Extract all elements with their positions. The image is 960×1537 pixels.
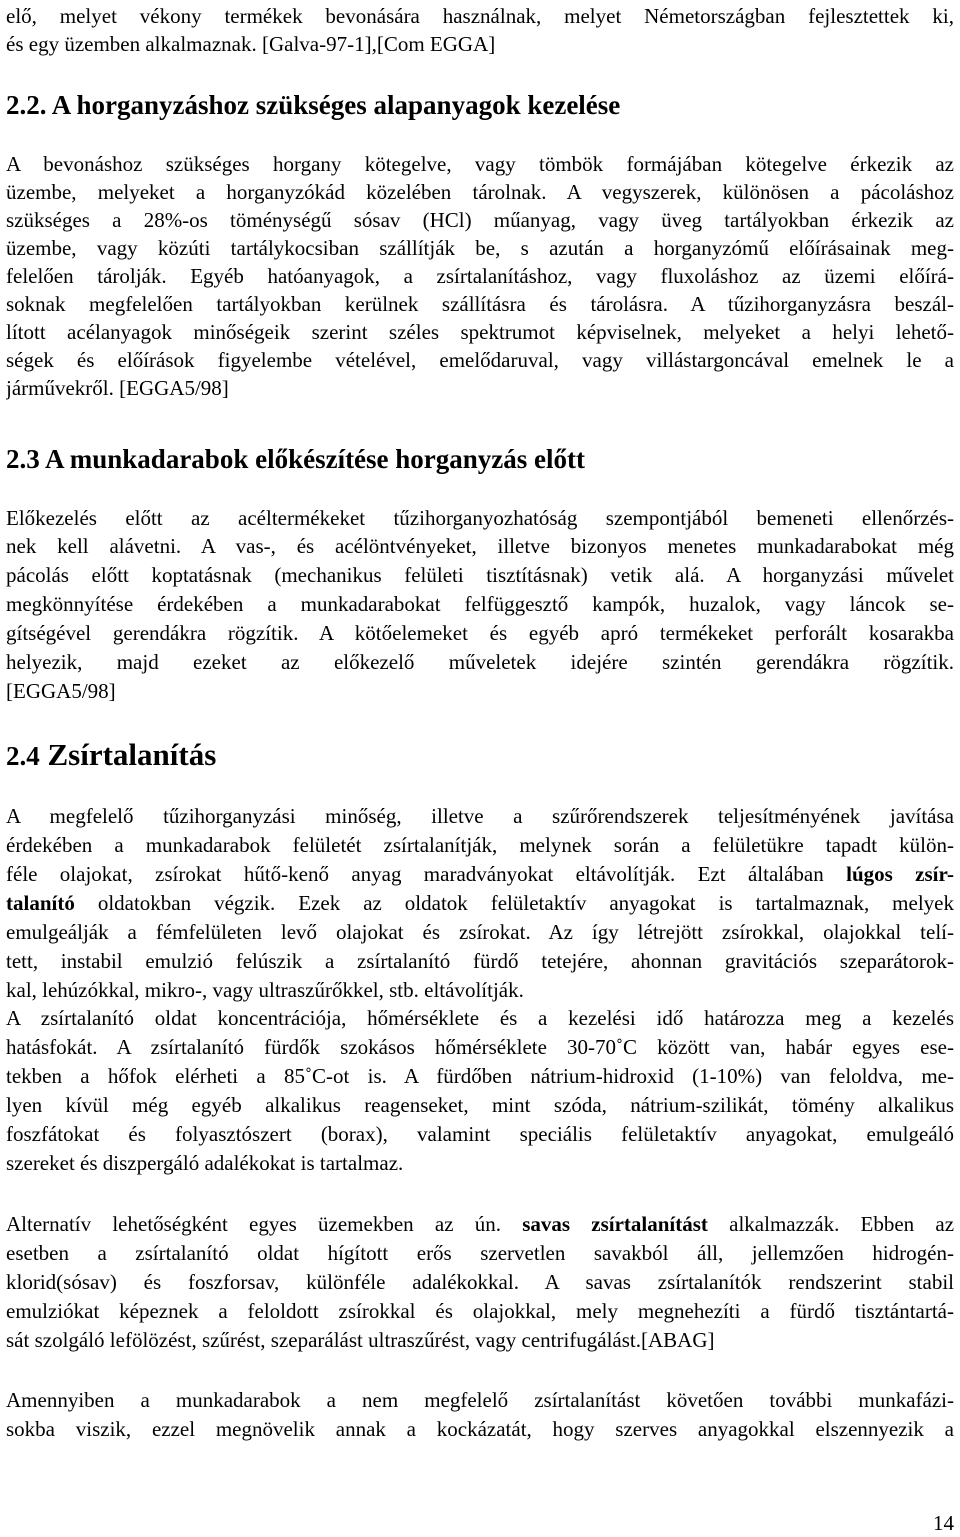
text-line: foszfátokat és folyasztószert (borax), valamint speciális felületaktív anyagokat, emulgeáló: [6, 1122, 954, 1146]
text-line: gítségével gerendákra rögzítik. A kötőelemeket és egyéb apró termékeket perforált kosarakba: [6, 621, 954, 645]
text-line: lított acélanyagok minőségeik szerint széles spektrumot képviselnek, melyeket a helyi lehető-: [6, 320, 954, 344]
bold-term: savas zsírtalanítást: [522, 1212, 708, 1236]
text-line: emulziókat képeznek a feloldott zsírokkal és olajokkal, mely megnehezíti a fürdő tisztántartá-: [6, 1299, 954, 1323]
section-heading-2-2: 2.2. A horganyzáshoz szükséges alapanyagok kezelése: [6, 90, 621, 120]
text-line: kal, lehúzókkal, mikro-, vagy ultraszűrőkkel, stb. eltávolítják.: [6, 978, 524, 1002]
text-line: tekben a hőfok elérheti a 85˚C-ot is. A fürdőben nátrium-hidroxid (1-10%) van feloldva, me-: [6, 1064, 954, 1088]
text-line: érdekében a munkadarabok felületét zsírtalanítják, melynek során a felületükre tapadt külön-: [6, 833, 954, 857]
text-line: esetben a zsírtalanító oldat hígított erős szervetlen savakból áll, jellemzően hidrogén-: [6, 1241, 954, 1265]
text-line: sát szolgáló lefölözést, szűrést, szeparálást ultraszűrést, vagy centrifugálást.[ABAG]: [6, 1328, 715, 1352]
text-run: féle olajokat, zsírokat hűtő-kenő anyag maradványokat eltávolítják. Ezt általában: [6, 862, 824, 886]
text-line: szereket és diszpergáló adalékokat is tartalmaz.: [6, 1151, 404, 1175]
text-line: és egy üzemben alkalmaznak. [Galva-97-1],[Com EGGA]: [6, 32, 496, 56]
text-line: szükséges a 28%-os töménységű sósav (HCl) műanyag, vagy üveg tartályokban érkezik az: [6, 208, 954, 232]
text-line: járművekről. [EGGA5/98]: [6, 376, 229, 400]
text-line: megkönnyítése érdekében a munkadarabokat felfüggesztő kampók, huzalok, vagy láncok se-: [6, 592, 954, 616]
page-number: 14: [933, 1511, 954, 1535]
text-line: pácolás előtt koptatásnak (mechanikus felületi tisztításnak) vetik alá. A horganyzási művelet: [6, 563, 954, 587]
text-line: lyen kívül még egyéb alkalikus reagenseket, mint szóda, nátrium-szilikát, tömény alkalikus: [6, 1093, 954, 1117]
text-line: [6, 889, 954, 917]
text-line: ségek és előírások figyelembe vételével, emelődaruval, vagy villástargoncával emelnek le a: [6, 348, 954, 372]
text-line: Amennyiben a munkadarabok a nem megfelelő zsírtalanítást követően további munkafázi-: [6, 1388, 954, 1412]
text-run: oldatokban végzik. Ezek az oldatok felületaktív anyagokat is tartalmaznak, melyek: [97, 891, 954, 915]
section-heading-2-4: [6, 736, 954, 776]
text-line: A bevonáshoz szükséges horgany kötegelve, vagy tömbök formájában kötegelve érkezik az: [6, 152, 954, 176]
text-line: [6, 860, 954, 888]
heading-number: 2.4: [6, 741, 40, 771]
text-line: A megfelelő tűzihorganyzási minőség, illetve a szűrőrendszerek teljesítményének javítása: [6, 804, 954, 828]
text-line: felelően tárolják. Egyéb hatóanyagok, a zsírtalanításhoz, vagy fluxoláshoz az üzemi előírá-: [6, 264, 954, 288]
text-line: helyezik, majd ezeket az előkezelő műveletek idejére szintén gerendákra rögzítik.: [6, 650, 954, 674]
text-line: Előkezelés előtt az acéltermékeket tűzihorganyozhatóság szempontjából bemeneti ellenőrzés-: [6, 506, 954, 530]
text-line: klorid(sósav) és foszforsav, különféle adalékokkal. A savas zsírtalanítók rendszerint stabil: [6, 1270, 954, 1294]
text-line: nek kell alávetni. A vas-, és acélöntvényeket, illetve bizonyos menetes munkadarabokat még: [6, 534, 954, 558]
text-line: üzembe, vagy közúti tartálykocsiban szállítják be, s azután a horganyzómű előírásainak meg-: [6, 236, 954, 260]
heading-title: Zsírtalanítás: [47, 737, 217, 772]
bold-term: talanító: [6, 891, 75, 915]
bold-term: lúgos zsír-: [846, 862, 954, 886]
text-line: [EGGA5/98]: [6, 679, 116, 703]
text-line: emulgeálják a fémfelületen levő olajokat és zsírokat. Az így létrejött zsírokkal, olajokkal telí-: [6, 920, 954, 944]
text-line: hatásfokát. A zsírtalanító fürdők szokásos hőmérséklete 30-70˚C között van, habár egyes ese-: [6, 1035, 954, 1059]
text-line: üzembe, melyeket a horganyzókád közelében tárolnak. A vegyszerek, különösen a pácoláshoz: [6, 180, 954, 204]
text-run: alkalmazzák. Ebben az: [729, 1212, 954, 1236]
text-line: soknak megfelelően tartályokban kerülnek szállításra és tárolásra. A tűzihorganyzásra beszál-: [6, 292, 954, 316]
text-line: [6, 1210, 954, 1238]
text-line: elő, melyet vékony termékek bevonására használnak, melyet Németországban fejlesztettek ki,: [6, 4, 954, 28]
section-heading-2-3: 2.3 A munkadarabok előkészítése horganyzás előtt: [6, 444, 586, 474]
text-line: A zsírtalanító oldat koncentrációja, hőmérséklete és a kezelési idő határozza meg a kezelés: [6, 1006, 954, 1030]
text-run: Alternatív lehetőségként egyes üzemekben az ún.: [6, 1212, 501, 1236]
text-line: sokba viszik, ezzel megnövelik annak a kockázatát, hogy szerves anyagokkal elszennyezik a: [6, 1417, 954, 1441]
text-line: tett, instabil emulzió felúszik a zsírtalanító fürdő tetejére, ahonnan gravitációs szeparátorok-: [6, 949, 954, 973]
